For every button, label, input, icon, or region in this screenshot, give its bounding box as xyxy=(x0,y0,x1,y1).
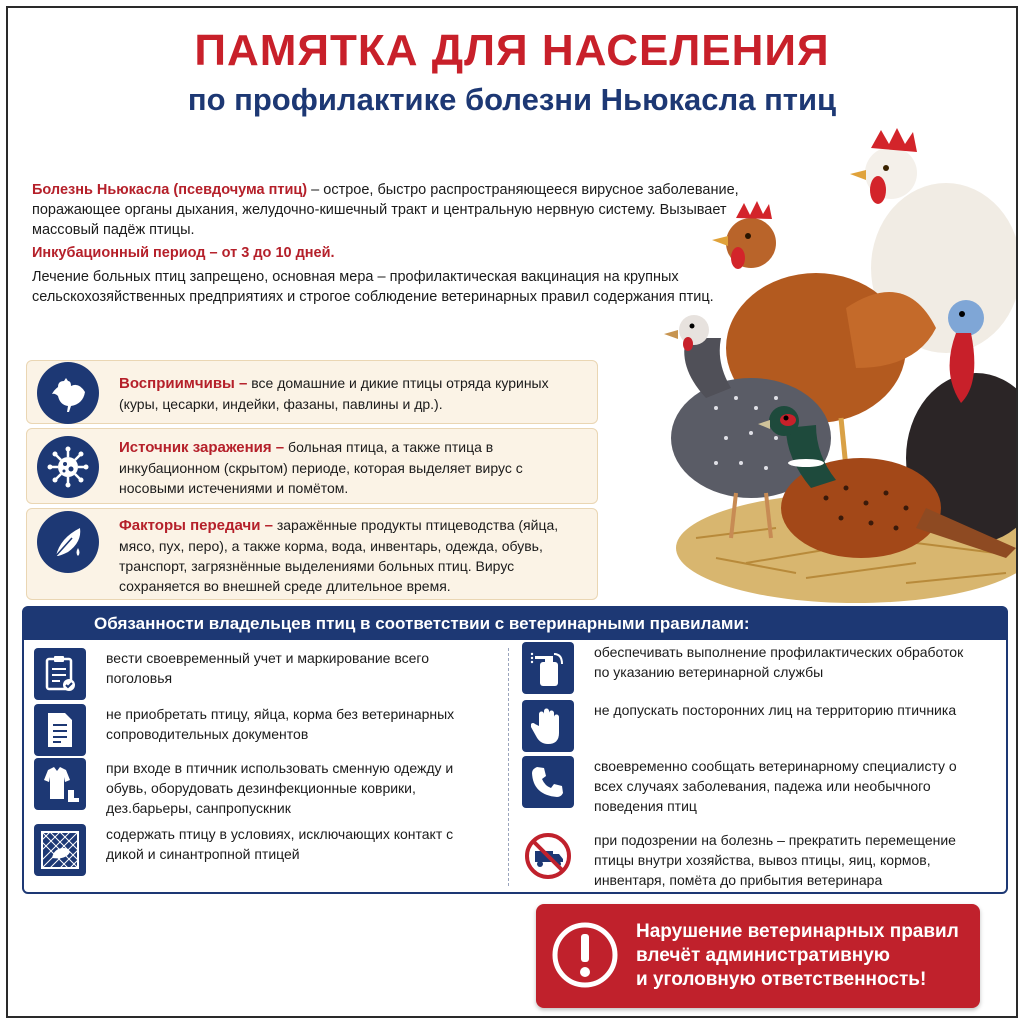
duty-item xyxy=(522,756,964,816)
duty-item xyxy=(522,830,964,890)
duty-item xyxy=(34,704,476,756)
page-subtitle: по профилактике болезни Ньюкасла птиц xyxy=(187,82,837,117)
warning-text xyxy=(636,920,968,992)
clothing-icon xyxy=(34,758,86,810)
duty-text: вести своевременный учет и маркирование всего поголовья xyxy=(106,650,429,686)
duty-item xyxy=(34,648,476,700)
info-card-susceptible xyxy=(26,360,598,424)
warning-banner xyxy=(536,904,980,1008)
duty-text: обеспечивать выполнение профилактических обработок по указанию ветеринарной службы xyxy=(594,644,964,680)
info-card-lead: Факторы передачи – xyxy=(119,517,273,534)
net-enclosure-icon xyxy=(34,824,86,876)
feather-icon xyxy=(37,511,99,573)
stop-hand-icon xyxy=(522,700,574,752)
duty-item xyxy=(34,758,476,818)
incubation-period: Инкубационный период – от 3 до 10 дней. xyxy=(32,245,335,261)
warning-line: влечёт административную xyxy=(636,945,891,966)
document-icon xyxy=(34,704,86,756)
disease-description-text: – острое, быстро распространяющееся вирусное заболевание, поражающее органы дыхания, желудочно-кишечный тракт и центральную нервную систему. Вызывает массовый падёж птицы. xyxy=(32,182,739,238)
column-divider xyxy=(508,648,509,886)
intro-section xyxy=(32,180,752,307)
duty-text: не допускать посторонних лиц на территорию птичника xyxy=(594,702,957,718)
info-card-body: заражённые продукты птицеводства (яйца, мясо, пух, перо), а также корма, вода, инвентарь, одежда, обувь, транспорт, загрязнённые выделениями больных птиц. Вирус сохраняется во внешней среде длительное время. xyxy=(119,517,559,594)
duty-text: при подозрении на болезнь – прекратить перемещение птицы внутри хозяйства, вывоз птицы, яиц, кормов, инвентаря, помёта до прибытия ветеринара xyxy=(594,832,956,888)
duty-item xyxy=(34,824,476,876)
info-card-source xyxy=(26,428,598,504)
page-title: ПАМЯТКА ДЛЯ НАСЕЛЕНИЯ xyxy=(194,26,830,75)
warning-line: Нарушение ветеринарных правил xyxy=(636,921,959,942)
info-card-body: больная птица, а также птица в инкубационном (скрытом) периоде, которая выделяет вирус с носовыми истечениями и помётом. xyxy=(119,439,523,496)
duty-text: содержать птицу в условиях, исключающих контакт с дикой и синантропной птицей xyxy=(106,826,454,862)
duty-item xyxy=(522,700,964,752)
duty-item xyxy=(522,642,964,694)
duties-heading: Обязанности владельцев птиц в соответствии с ветеринарными правилами: xyxy=(24,608,1006,640)
info-card-lead: Восприимчивы – xyxy=(119,375,248,392)
info-card-text xyxy=(119,515,587,596)
checklist-icon xyxy=(34,648,86,700)
info-card-transmission xyxy=(26,508,598,600)
info-card-lead: Источник заражения – xyxy=(119,439,285,456)
disease-description xyxy=(32,180,752,240)
hen-icon xyxy=(37,362,99,424)
owner-duties-section xyxy=(22,606,1008,894)
exclamation-icon xyxy=(550,920,620,990)
duty-text: при входе в птичник использовать сменную одежду и обувь, оборудовать дезинфекционные коврики, дез.барьеры, санпропускник xyxy=(106,760,454,816)
treatment-note: Лечение больных птиц запрещено, основная мера – профилактическая вакцинация на крупных сельскохозяйственных предприятиях и строгое соблюдение ветеринарных правил содержания птиц. xyxy=(32,269,714,305)
disease-name: Болезнь Ньюкасла (псевдочума птиц) xyxy=(32,182,308,198)
duty-text: не приобретать птицу, яйца, корма без ветеринарных сопроводительных документов xyxy=(106,706,455,742)
poster xyxy=(6,6,1018,1018)
duty-text: своевременно сообщать ветеринарному специалисту о всех случаях заболевания, падежа или необычного поведения птиц xyxy=(594,758,957,814)
phone-icon xyxy=(522,756,574,808)
info-card-text xyxy=(119,373,587,414)
warning-line: и уголовную ответственность! xyxy=(636,969,927,990)
sprayer-icon xyxy=(522,642,574,694)
info-card-text xyxy=(119,437,587,498)
no-transport-icon xyxy=(522,830,574,882)
virus-icon xyxy=(37,436,99,498)
info-card-body: все домашние и дикие птицы отряда куриных (куры, цесарки, индейки, фазаны, павлины и др.). xyxy=(119,375,549,412)
